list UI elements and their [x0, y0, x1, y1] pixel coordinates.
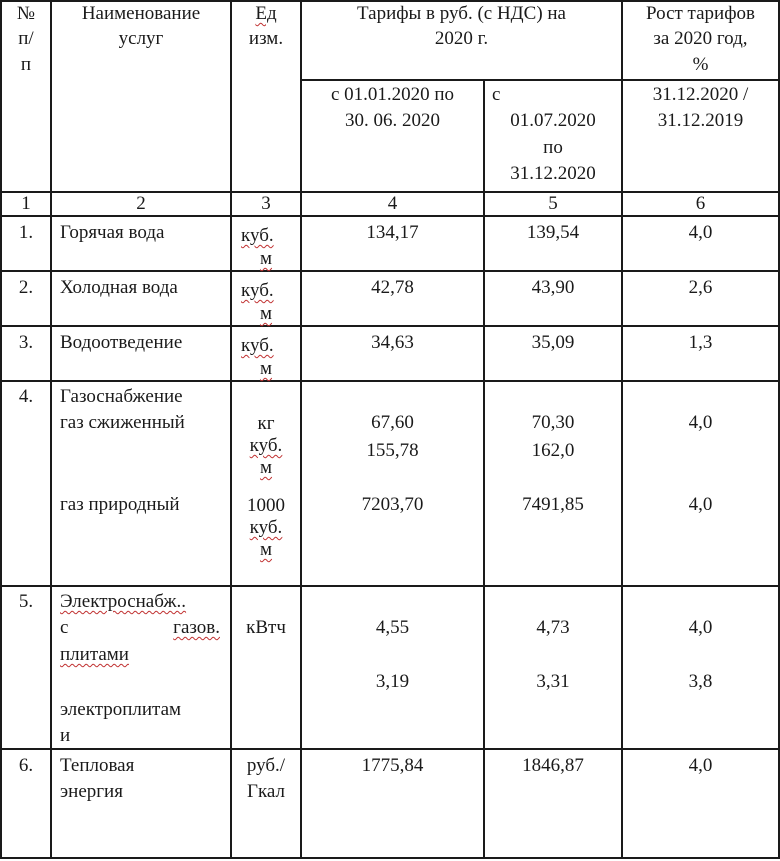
row5-bottom-line: [0, 748, 780, 750]
row4-bottom-line: [0, 585, 780, 587]
row2-bottom-line: [0, 325, 780, 327]
row1-bottom-line: [0, 270, 780, 272]
table-bottom-border: [0, 857, 780, 859]
table-left-border: [0, 0, 2, 859]
row3-bottom-line: [0, 380, 780, 382]
col1-right-line: [50, 0, 52, 859]
